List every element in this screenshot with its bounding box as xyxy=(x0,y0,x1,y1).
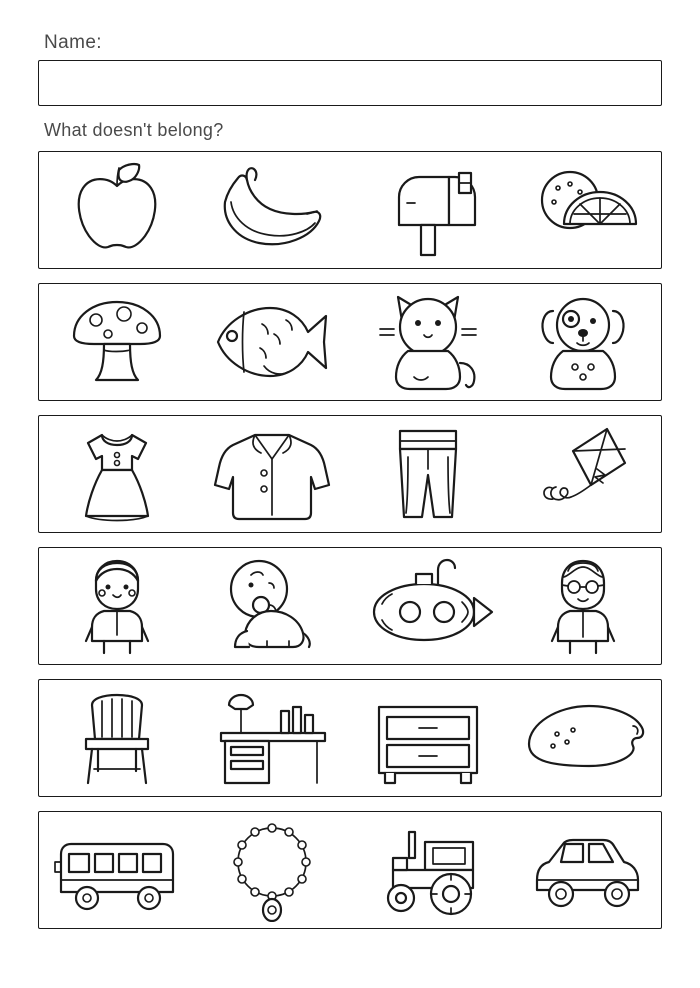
list-item[interactable] xyxy=(350,416,506,532)
list-item[interactable] xyxy=(195,680,351,796)
lemon-icon xyxy=(513,688,653,788)
table-row xyxy=(38,811,662,929)
orange-icon xyxy=(518,158,648,262)
list-item[interactable] xyxy=(39,284,195,400)
dress-icon xyxy=(62,421,172,527)
name-label: Name: xyxy=(44,32,102,53)
baby-icon xyxy=(207,553,337,659)
list-item[interactable] xyxy=(350,284,506,400)
worksheet-rows xyxy=(38,151,662,929)
list-item[interactable] xyxy=(506,812,662,928)
list-item[interactable] xyxy=(506,416,662,532)
list-item[interactable] xyxy=(39,548,195,664)
table-row xyxy=(38,283,662,401)
boy-icon xyxy=(72,553,162,659)
banana-icon xyxy=(207,158,337,262)
list-item[interactable] xyxy=(195,812,351,928)
coat-icon xyxy=(207,421,337,527)
list-item[interactable] xyxy=(350,152,506,268)
instruction-prompt: What doesn't belong? xyxy=(44,120,224,140)
list-item[interactable] xyxy=(506,680,662,796)
list-item[interactable] xyxy=(506,548,662,664)
list-item[interactable] xyxy=(506,152,662,268)
kite-icon xyxy=(523,421,643,527)
mailbox-icon xyxy=(373,157,483,263)
list-item[interactable] xyxy=(39,152,195,268)
dresser-icon xyxy=(363,685,493,791)
table-row xyxy=(38,415,662,533)
list-item[interactable] xyxy=(350,548,506,664)
list-item[interactable] xyxy=(195,548,351,664)
bus-icon xyxy=(47,820,187,920)
desk-icon xyxy=(207,685,337,791)
table-row xyxy=(38,547,662,665)
mushroom-icon xyxy=(62,290,172,394)
pants-icon xyxy=(378,421,478,527)
submarine-icon xyxy=(358,554,498,658)
list-item[interactable] xyxy=(39,680,195,796)
name-input-box[interactable] xyxy=(38,60,662,106)
apple-icon xyxy=(57,158,177,262)
fish-icon xyxy=(202,290,342,394)
list-item[interactable] xyxy=(195,152,351,268)
tractor-icon xyxy=(363,818,493,922)
list-item[interactable] xyxy=(195,284,351,400)
grandpa-icon xyxy=(538,553,628,659)
dog-icon xyxy=(523,289,643,395)
table-row xyxy=(38,151,662,269)
list-item[interactable] xyxy=(39,416,195,532)
list-item[interactable] xyxy=(350,680,506,796)
list-item[interactable] xyxy=(39,812,195,928)
necklace-icon xyxy=(217,818,327,922)
list-item[interactable] xyxy=(195,416,351,532)
car-icon xyxy=(513,820,653,920)
chair-icon xyxy=(62,685,172,791)
list-item[interactable] xyxy=(350,812,506,928)
table-row xyxy=(38,679,662,797)
list-item[interactable] xyxy=(506,284,662,400)
cat-icon xyxy=(368,289,488,395)
